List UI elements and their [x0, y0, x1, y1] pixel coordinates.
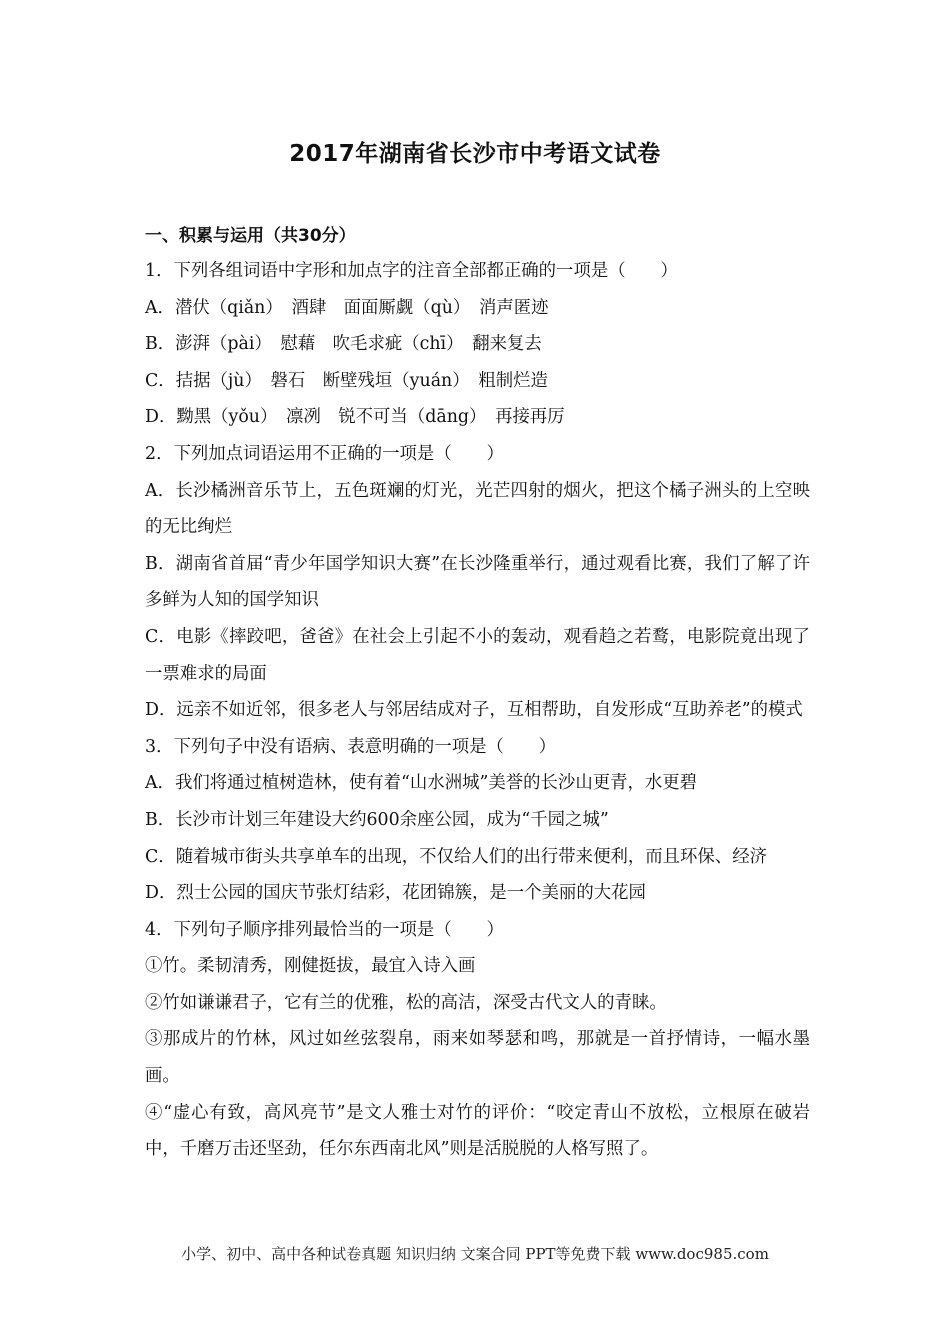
question-2-option-d: D．远亲不如近邻，很多老人与邻居结成对子，互相帮助，自发形成“互助养老”的模式: [145, 700, 803, 721]
question-2-stem: 2．下列加点词语运用不正确的一项是（ ）: [145, 443, 504, 464]
question-3-option-b: B．长沙市计划三年建设大约600余座公园，成为“千园之城”: [145, 809, 609, 830]
question-1-option-c: C．拮据（jù） 磐石 断壁残垣（yuán） 粗制烂造: [145, 370, 548, 391]
section-heading: 一、积累与运用（共30分）: [145, 226, 356, 246]
question-4-sentence-3: ③那成片的竹林，风过如丝弦裂帛，雨来如琴瑟和鸣，那就是一首抒情诗，一幅水墨画。: [145, 1029, 810, 1087]
question-1-option-d: D．黝黑（yǒu） 凛冽 锐不可当（dāng） 再接再厉: [145, 407, 565, 428]
question-3-option-c: C．随着城市街头共享单车的出现，不仅给人们的出行带来便利，而且环保、经济: [145, 846, 767, 867]
question-3-stem: 3．下列句子中没有语病、表意明确的一项是（ ）: [145, 736, 557, 757]
question-4-sentence-2: ②竹如谦谦君子，它有兰的优雅，松的高洁，深受古代文人的青睐。: [145, 992, 667, 1013]
question-1-option-a: A．潜伏（qiǎn） 酒肆 面面厮觑（qù） 消声匿迹: [145, 297, 549, 318]
question-3-option-a: A．我们将通过植树造林，使有着“山水洲城”美誉的长沙山更青，水更碧: [145, 773, 698, 794]
question-2-option-b: B．湖南省首届“青少年国学知识大赛”在长沙隆重举行，通过观看比赛，我们了解了许多鲜为人知的国学知识: [145, 553, 810, 611]
question-4-stem: 4．下列句子顺序排列最恰当的一项是（ ）: [145, 919, 504, 940]
question-1-option-b: B．澎湃（pài） 慰藉 吹毛求疵（chī） 翻来复去: [145, 334, 542, 355]
question-3-option-d: D．烈士公园的国庆节张灯结彩，花团锦簇，是一个美丽的大花园: [145, 883, 646, 904]
question-4-sentence-1: ①竹。柔韧清秀，刚健挺拔，最宜入诗入画: [145, 956, 476, 977]
question-list: [145, 253, 810, 1168]
question-2-option-c: C．电影《摔跤吧，爸爸》在社会上引起不小的轰动，观看趋之若鹜，电影院竟出现了一票难求的局面: [145, 626, 810, 684]
page-footer: 小学、初中、高中各种试卷真题 知识归纳 文案合同 PPT等免费下载 www.doc985.com: [181, 1245, 769, 1263]
question-1-stem: 1．下列各组词语中字形和加点字的注音全部都正确的一项是（ ）: [145, 261, 678, 281]
question-4-sentence-4: ④“虚心有致，高风亮节”是文人雅士对竹的评价：“咬定青山不放松，立根原在破岩中，千磨万击还坚劲，任尔东西南北风”则是活脱脱的人格写照了。: [145, 1102, 810, 1160]
question-2-option-a: A．长沙橘洲音乐节上，五色斑斓的灯光，光芒四射的烟火，把这个橘子洲头的上空映的无比绚烂: [145, 480, 810, 538]
exam-title: 2017年湖南省长沙市中考语文试卷: [289, 141, 661, 167]
